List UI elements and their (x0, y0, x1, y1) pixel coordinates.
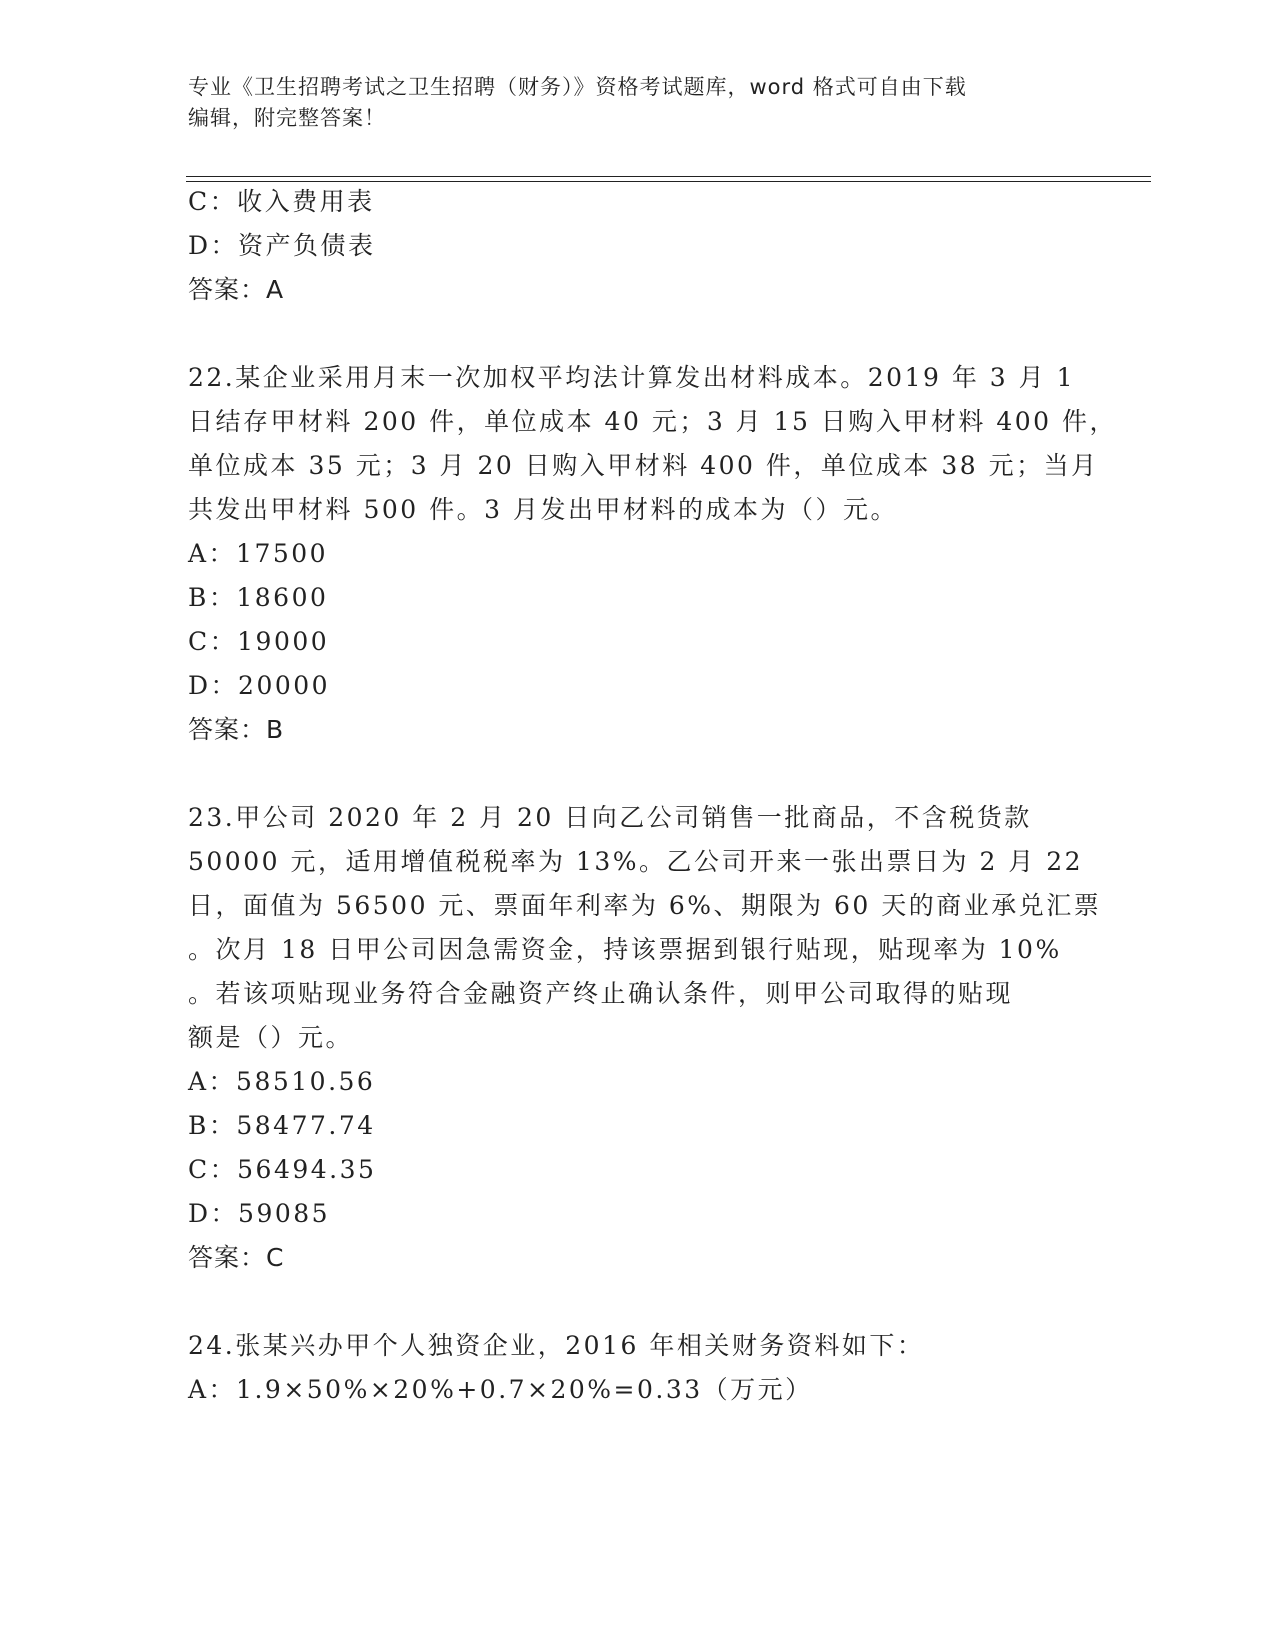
q23-stem-line-5: 。若该项贴现业务符合金融资产终止确认条件，则甲公司取得的贴现 (188, 979, 1014, 1008)
q23-stem-line-4: 。次月 18 日甲公司因急需资金，持该票据到银行贴现，贴现率为 10% (188, 935, 1062, 964)
q22-stem-line-4: 共发出甲材料 500 件。3 月发出甲材料的成本为（）元。 (188, 495, 898, 524)
header-rule-bottom (186, 181, 1151, 182)
q24-option-a: A：1.9×50%×20%+0.7×20%=0.33（万元） (188, 1375, 813, 1404)
q23-option-a: A：58510.56 (188, 1067, 376, 1096)
q23-stem-line-3: 日，面值为 56500 元、票面年利率为 6%、期限为 60 天的商业承兑汇票 (188, 891, 1102, 920)
q24-stem-line-1: 24.张某兴办甲个人独资企业，2016 年相关财务资料如下： (188, 1331, 925, 1360)
prev-option-d: D：资产负债表 (188, 231, 376, 260)
document-header (188, 72, 1088, 134)
q22-stem-line-2: 日结存甲材料 200 件，单位成本 40 元；3 月 15 日购入甲材料 400 件， (188, 407, 1117, 436)
q23-option-d: D：59085 (188, 1199, 331, 1228)
q22-stem-line-1: 22.某企业采用月末一次加权平均法计算发出材料成本。2019 年 3 月 1 (188, 363, 1075, 392)
header-line-1: 专业《卫生招聘考试之卫生招聘（财务）》资格考试题库，word 格式可自由下载 (188, 75, 967, 99)
q22-option-b: B：18600 (188, 583, 329, 612)
q23-option-c: C：56494.35 (188, 1155, 377, 1184)
q23-stem-line-6: 额是（）元。 (188, 1023, 354, 1052)
q22-option-a: A：17500 (188, 539, 329, 568)
q23-answer: 答案：C (188, 1243, 285, 1272)
prev-answer: 答案：A (188, 275, 285, 304)
q22-answer: 答案：B (188, 715, 285, 744)
header-rule-top (186, 176, 1151, 177)
prev-option-c: C：收入费用表 (188, 187, 375, 216)
q22-option-d: D：20000 (188, 671, 331, 700)
q23-stem-line-1: 23.甲公司 2020 年 2 月 20 日向乙公司销售一批商品，不含税货款 (188, 803, 1032, 832)
q23-stem-line-2: 50000 元，适用增值税税率为 13%。乙公司开来一张出票日为 2 月 22 (188, 847, 1084, 876)
q22-option-c: C：19000 (188, 627, 330, 656)
q22-stem-line-3: 单位成本 35 元；3 月 20 日购入甲材料 400 件，单位成本 38 元；当月 (188, 451, 1099, 480)
header-line-2: 编辑，附完整答案！ (188, 106, 386, 130)
q23-option-b: B：58477.74 (188, 1111, 376, 1140)
